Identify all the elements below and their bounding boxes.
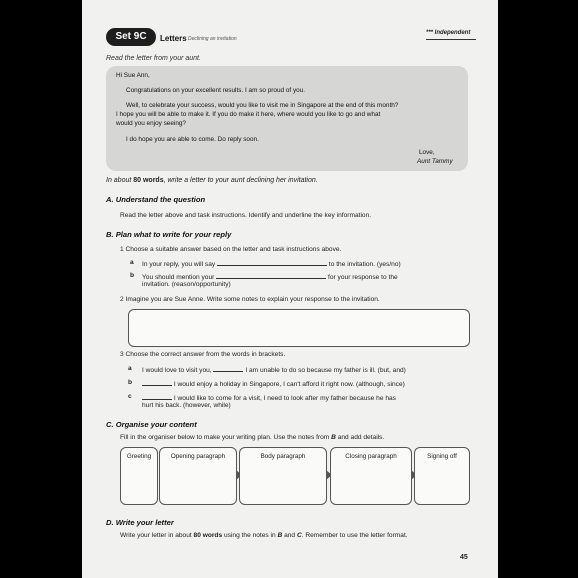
section-b-heading: B. Plan what to write for your reply <box>106 230 232 239</box>
letter-box <box>106 66 468 171</box>
section-c-text: Fill in the organiser below to make your writing plan. Use the notes from B and add details. <box>120 434 385 441</box>
question-3c: I would like to come for a visit, I need to look after my father because he has <box>142 393 396 402</box>
question-3b: I would enjoy a holiday in Singapore, I can't afford it right now. (although, since) <box>142 379 405 388</box>
organiser-closing-paragraph[interactable]: Closing paragraph <box>330 447 412 505</box>
organiser-signing-off[interactable]: Signing off <box>414 447 470 505</box>
question-1: 1 Choose a suitable answer based on the letter and task instructions above. <box>120 246 342 253</box>
organiser-opening-paragraph[interactable]: Opening paragraph <box>159 447 237 505</box>
task-instruction: In about 80 words, write a letter to your aunt declining her invitation. <box>106 177 318 184</box>
question-3c-label: c <box>128 393 132 400</box>
question-3c-line-2: hurt his back. (however, while) <box>142 402 231 409</box>
notes-box[interactable] <box>128 309 470 347</box>
section-title: Letters <box>160 34 187 43</box>
section-a-heading: A. Understand the question <box>106 195 206 204</box>
letter-paragraph-2-line-2: I hope you will be able to make it. If you do make it here, where would you like to go and what <box>116 111 381 118</box>
letter-paragraph-3: I do hope you are able to come. Do reply soon. <box>126 136 259 143</box>
section-d-text: Write your letter in about 80 words using the notes in B and C. Remember to use the letter format. <box>120 532 408 539</box>
answer-blank-3c[interactable] <box>142 393 172 400</box>
section-subtitle: Declining an invitation <box>188 36 237 42</box>
question-3a: I would love to visit you, I am unable to do so because my father is ill. (but, and) <box>142 367 406 374</box>
answer-blank-3b[interactable] <box>142 379 172 386</box>
letter-paragraph-2-line-1: Well, to celebrate your success, would you like to visit me in Singapore at the end of this month? <box>126 102 399 109</box>
question-2: 2 Imagine you are Sue Anne. Write some notes to explain your response to the invitation. <box>120 296 380 303</box>
answer-blank-3a[interactable] <box>213 365 243 372</box>
answer-blank-1a[interactable] <box>217 259 327 266</box>
question-3b-label: b <box>128 379 133 386</box>
organiser-greeting[interactable]: Greeting <box>120 447 158 505</box>
section-c-heading: C. Organise your content <box>106 420 197 429</box>
question-1a-label: a <box>130 259 134 266</box>
answer-blank-1b[interactable] <box>216 272 326 279</box>
question-1b-label: b <box>130 272 135 279</box>
page-number: 45 <box>460 554 468 561</box>
section-d-heading: D. Write your letter <box>106 518 174 527</box>
letter-greeting: Hi Sue Ann, <box>116 72 150 79</box>
letter-signature: Aunt Tammy <box>417 158 453 165</box>
level-underline <box>426 39 476 40</box>
question-1b: You should mention your for your response to the <box>142 274 398 281</box>
question-3a-label: a <box>128 365 132 372</box>
letter-paragraph-1: Congratulations on your excellent results. I am so proud of you. <box>126 87 306 94</box>
question-3: 3 Choose the correct answer from the words in brackets. <box>120 351 286 358</box>
letter-closing: Love, <box>419 149 435 156</box>
question-1b-line-2: invitation. (reason/opportunity) <box>142 281 231 288</box>
organiser-body-paragraph[interactable]: Body paragraph <box>239 447 327 505</box>
worksheet-page <box>82 0 498 578</box>
level-label: *** Independent <box>426 30 471 36</box>
letter-paragraph-2-line-3: would you enjoy seeing? <box>116 120 186 127</box>
set-badge: Set 9C <box>106 28 156 46</box>
read-instruction: Read the letter from your aunt. <box>106 55 201 62</box>
question-1a: In your reply, you will say to the invitation. (yes/no) <box>142 261 401 268</box>
section-a-text: Read the letter above and task instructions. Identify and underline the key information. <box>120 212 372 219</box>
